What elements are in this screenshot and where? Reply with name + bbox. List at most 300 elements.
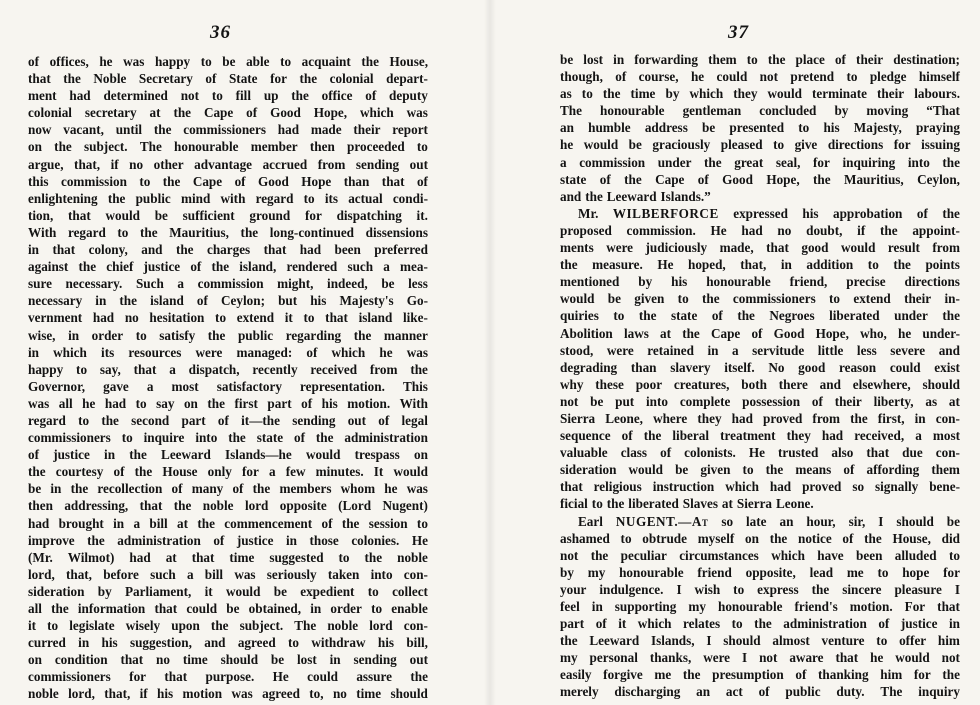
word: bene-	[929, 479, 960, 495]
word: extend	[853, 291, 891, 307]
word: on	[183, 395, 198, 411]
word: both	[741, 376, 767, 392]
word: the	[353, 327, 372, 343]
word: commissioners	[183, 122, 267, 138]
word: had	[69, 88, 91, 104]
word: was	[406, 481, 428, 497]
word: under	[894, 308, 928, 324]
text-line	[28, 378, 428, 395]
word: Good	[258, 173, 289, 189]
word: of	[365, 88, 377, 104]
word: administration	[117, 532, 201, 548]
word: Slaves	[682, 496, 718, 512]
word: island	[150, 293, 184, 309]
text-line	[28, 156, 428, 173]
word: instruction	[652, 479, 715, 495]
word: means	[795, 462, 832, 478]
word: measure.	[592, 257, 643, 273]
word: colonies.	[351, 532, 400, 548]
word: the	[769, 530, 788, 546]
word: deputy	[389, 88, 428, 104]
word: Islands—he	[225, 447, 292, 463]
word: of	[599, 171, 611, 187]
word: satisfactory	[216, 378, 282, 394]
word: first,	[877, 410, 905, 426]
text-line	[560, 188, 960, 205]
word: thanking	[818, 667, 869, 683]
text-line	[28, 651, 428, 668]
word: me	[654, 667, 672, 683]
word: poor	[635, 376, 663, 392]
word: office	[321, 88, 353, 104]
text-line	[560, 376, 960, 393]
word: great	[734, 154, 764, 170]
word: and	[938, 342, 960, 358]
word: proceeded	[347, 139, 405, 155]
word: for	[893, 137, 911, 153]
word: curred	[28, 635, 66, 651]
text-line	[560, 683, 960, 700]
word: ments	[560, 240, 594, 256]
word: Cape	[710, 325, 741, 341]
word: was	[28, 395, 50, 411]
word: your	[560, 581, 587, 597]
word: motion.	[347, 395, 391, 411]
word: to	[215, 310, 227, 326]
word: that,	[104, 686, 131, 702]
word: suggestion,	[129, 635, 192, 651]
word: under	[657, 154, 692, 170]
word: motion.	[849, 599, 893, 614]
word: thanks,	[649, 650, 692, 666]
word: his	[101, 635, 118, 651]
right-page	[490, 0, 980, 705]
word: to	[613, 308, 625, 324]
word: it.	[416, 207, 428, 223]
word: the	[299, 71, 318, 87]
word: the	[864, 530, 882, 546]
word: addition	[806, 257, 854, 273]
word: discharging	[614, 684, 681, 700]
text-line	[28, 309, 428, 326]
word: those	[309, 532, 339, 548]
word: course,	[638, 69, 679, 85]
word: report	[392, 122, 428, 138]
word: bill,	[406, 635, 428, 651]
word: his	[377, 635, 394, 651]
word: the	[197, 515, 215, 531]
word: be	[560, 52, 574, 67]
word: treatment	[720, 428, 776, 444]
word: satisfy	[159, 327, 196, 343]
word: lord	[244, 498, 269, 514]
word: was	[231, 686, 253, 702]
word: to	[798, 120, 810, 136]
word: of	[378, 412, 390, 428]
word: up	[263, 88, 279, 104]
text-line	[560, 205, 960, 222]
word: the	[767, 52, 786, 67]
word: into	[907, 154, 930, 170]
word: to	[211, 88, 223, 104]
word: taken	[327, 566, 360, 582]
word: Ceylon;	[221, 293, 265, 309]
word: personal	[589, 650, 638, 666]
word: had	[129, 549, 151, 565]
text-line	[560, 102, 960, 119]
word: Islands.”	[660, 188, 711, 204]
word: his	[321, 395, 338, 411]
text-line	[560, 273, 960, 290]
word: before	[103, 566, 139, 582]
word: the	[560, 633, 578, 649]
word: wise,	[28, 327, 56, 343]
word: to,	[309, 686, 324, 702]
word: the	[173, 498, 192, 514]
word: sufficient	[182, 207, 235, 223]
word: House	[162, 464, 198, 480]
word: but	[278, 293, 298, 309]
text-line	[28, 87, 428, 104]
word: the	[315, 430, 334, 446]
word: Ceylon,	[917, 171, 960, 187]
word: extend	[236, 310, 275, 326]
text-line	[28, 207, 428, 224]
word: sincere	[842, 581, 882, 597]
word: and	[560, 188, 582, 204]
word: Governor,	[28, 378, 86, 394]
word: in	[50, 481, 62, 497]
word: tion,	[28, 207, 54, 223]
word: not	[180, 88, 200, 104]
word: to	[78, 412, 90, 428]
word: concluded	[759, 103, 817, 119]
word: Hope,	[766, 171, 800, 187]
text-line	[28, 549, 428, 566]
word: would	[840, 240, 876, 256]
word: be	[270, 652, 285, 668]
word: for	[813, 154, 830, 170]
word: express	[757, 581, 799, 597]
word: had	[741, 222, 763, 238]
word: a	[133, 515, 141, 531]
word: in	[68, 327, 80, 343]
word: No	[768, 359, 785, 375]
word: expressed	[733, 205, 788, 221]
word: the	[210, 618, 229, 634]
text-line	[28, 121, 428, 138]
word: had	[104, 395, 127, 411]
word: justice	[53, 447, 90, 463]
word: happy	[28, 361, 64, 377]
text-line	[28, 361, 428, 378]
word: time	[229, 549, 255, 565]
word: an	[779, 513, 794, 529]
word: the	[175, 242, 194, 258]
word: commissioners	[28, 669, 111, 685]
page-number-left: 36	[210, 22, 231, 43]
word: mentioned	[560, 274, 620, 290]
word: the	[87, 532, 105, 548]
word: should	[896, 513, 934, 529]
word: trusted	[778, 445, 819, 461]
word: of	[916, 205, 928, 221]
word: the	[560, 257, 578, 273]
word: The	[294, 618, 317, 634]
text-line	[560, 598, 960, 615]
word: Hope	[301, 173, 332, 189]
word: of	[834, 52, 846, 67]
word: should	[220, 652, 259, 668]
word: creatures,	[673, 376, 730, 392]
text-line	[560, 461, 960, 478]
word: that	[766, 240, 789, 256]
word: to	[416, 139, 428, 155]
word: to	[948, 547, 960, 563]
word: offices,	[49, 54, 89, 69]
word: hour,	[806, 513, 836, 529]
word: colonists.	[684, 445, 736, 461]
word: its	[101, 344, 115, 360]
word: legal	[401, 412, 428, 428]
word: commission	[579, 154, 646, 170]
word: honourable	[174, 139, 239, 155]
word: should	[723, 633, 761, 649]
word: I	[676, 581, 682, 597]
word: friend,	[789, 274, 828, 290]
text-line	[560, 51, 960, 68]
word: Majesty's	[339, 293, 394, 309]
word: proved	[763, 410, 803, 426]
word: of	[843, 462, 855, 478]
word: peculiar	[620, 547, 667, 563]
word: House,	[389, 54, 428, 69]
word: no	[156, 652, 170, 668]
word: public	[237, 327, 274, 343]
word: less	[856, 342, 877, 358]
word: was	[406, 344, 428, 360]
word: severe	[890, 342, 926, 358]
word: representation.	[300, 378, 385, 394]
word: he	[384, 481, 398, 497]
text-line	[560, 444, 960, 461]
word: had	[731, 410, 753, 426]
word: enable	[391, 601, 428, 616]
word: the	[101, 412, 119, 428]
word: NUGENT.—At	[615, 513, 709, 529]
word: Nugent)	[382, 498, 428, 514]
word: friend	[697, 564, 732, 580]
word: on	[28, 139, 42, 155]
word: Sierra	[736, 496, 773, 512]
word: easily	[560, 667, 592, 683]
word: into	[370, 566, 393, 582]
word: the	[162, 173, 181, 189]
word: necessary.	[65, 276, 123, 292]
word: which	[637, 616, 672, 632]
word: had	[28, 515, 50, 531]
word: condition	[54, 652, 108, 668]
word: lord,	[28, 566, 55, 582]
word: the	[51, 601, 69, 616]
word: him	[880, 667, 903, 683]
word: myself	[697, 530, 735, 546]
word: inquiry	[918, 684, 960, 700]
word: made,	[719, 240, 754, 256]
word: an	[696, 684, 711, 700]
word: to	[731, 616, 743, 632]
word: hope	[902, 564, 930, 580]
text-line	[28, 685, 428, 702]
word: say	[156, 395, 175, 411]
word: and	[204, 635, 226, 651]
word: and	[141, 242, 163, 258]
word: Mr.	[578, 205, 599, 221]
word: honourable	[600, 103, 665, 119]
word: minutes.	[315, 464, 364, 480]
word: whom	[340, 481, 376, 497]
word: they	[697, 410, 722, 426]
word: second	[131, 412, 170, 428]
word: hesitation	[149, 310, 205, 326]
word: gentleman	[682, 103, 742, 119]
text-line	[560, 359, 960, 376]
word: liberty,	[873, 393, 914, 409]
word: to	[76, 361, 88, 377]
word: could	[716, 69, 748, 85]
word: say,	[99, 361, 121, 377]
word: the	[754, 616, 772, 632]
word: that,	[74, 156, 101, 172]
word: would	[895, 650, 930, 666]
word: affording	[866, 462, 920, 478]
word: able	[246, 54, 270, 69]
word: in	[707, 342, 719, 358]
word: of	[878, 616, 890, 632]
word: he	[870, 650, 884, 666]
word: legislate	[69, 618, 115, 634]
word: their	[904, 291, 932, 307]
word: Leeward	[589, 633, 640, 649]
word: session	[368, 515, 408, 531]
word: their	[856, 52, 884, 67]
word: to	[620, 530, 632, 546]
word: bill	[149, 515, 168, 531]
word: could	[889, 359, 921, 375]
word: on	[745, 530, 759, 546]
word: inquire	[143, 430, 185, 446]
word: on	[414, 447, 428, 463]
word: the	[107, 190, 126, 206]
word: that	[937, 599, 960, 614]
word: Hope,	[815, 325, 849, 341]
word: them	[931, 462, 960, 478]
word: I	[741, 650, 748, 666]
word: give	[794, 137, 818, 153]
word: at	[177, 515, 189, 531]
word: no	[777, 222, 792, 238]
word: the	[590, 547, 609, 563]
word: merely	[560, 684, 599, 700]
word: the	[28, 464, 46, 480]
word: that	[133, 361, 157, 377]
word: and	[819, 376, 841, 392]
word: like-	[402, 310, 428, 326]
word: to	[280, 54, 292, 69]
word: the	[682, 325, 700, 341]
text-line	[28, 190, 428, 207]
word: con-	[935, 410, 960, 426]
word: state	[560, 171, 587, 187]
word: purpose.	[205, 669, 255, 685]
word: to	[135, 395, 147, 411]
text-line	[560, 547, 960, 564]
word: the	[341, 515, 360, 531]
word: lord,	[68, 686, 95, 702]
word: commissioners	[28, 430, 111, 446]
word: of	[28, 54, 39, 69]
word: laws	[623, 325, 649, 341]
word: to	[135, 327, 147, 343]
word: the	[134, 464, 153, 480]
word: not	[560, 393, 579, 409]
word: of	[190, 259, 202, 275]
word: destination;	[893, 52, 960, 67]
word: at	[660, 325, 672, 341]
word: reason	[838, 359, 877, 375]
text-line	[560, 171, 960, 188]
word: of	[293, 430, 305, 446]
word: the	[240, 224, 259, 240]
word: recollection	[97, 481, 163, 497]
word: of	[711, 308, 723, 324]
word: to	[773, 137, 785, 153]
word: resources	[128, 344, 182, 360]
word: that,	[65, 566, 92, 582]
word: there	[778, 376, 808, 392]
word: to	[287, 635, 299, 651]
text-line	[28, 412, 428, 429]
word: which	[725, 479, 759, 495]
word: of	[621, 428, 633, 444]
word: seal,	[775, 154, 801, 170]
word: the	[361, 54, 379, 69]
word: the	[624, 171, 642, 187]
word: Leone,	[605, 410, 643, 426]
text-line	[28, 292, 428, 309]
text-line	[560, 478, 960, 495]
word: directions	[904, 274, 960, 290]
word: at	[721, 496, 733, 512]
word: honourable	[718, 599, 783, 614]
word: This	[402, 378, 428, 394]
word: Leeward	[606, 188, 657, 204]
text-line	[28, 104, 428, 121]
word: He	[748, 445, 765, 461]
word: part	[267, 395, 292, 411]
word: would	[305, 447, 341, 463]
word: that	[325, 310, 348, 326]
word: happy	[154, 54, 191, 69]
word: I	[706, 633, 712, 649]
word: that	[139, 498, 163, 514]
word: motion	[182, 686, 223, 702]
word: condi-	[392, 190, 428, 206]
word: part	[181, 412, 206, 428]
word: issuing	[921, 137, 960, 153]
page-number-right: 37	[728, 22, 749, 43]
word: of	[758, 684, 770, 700]
